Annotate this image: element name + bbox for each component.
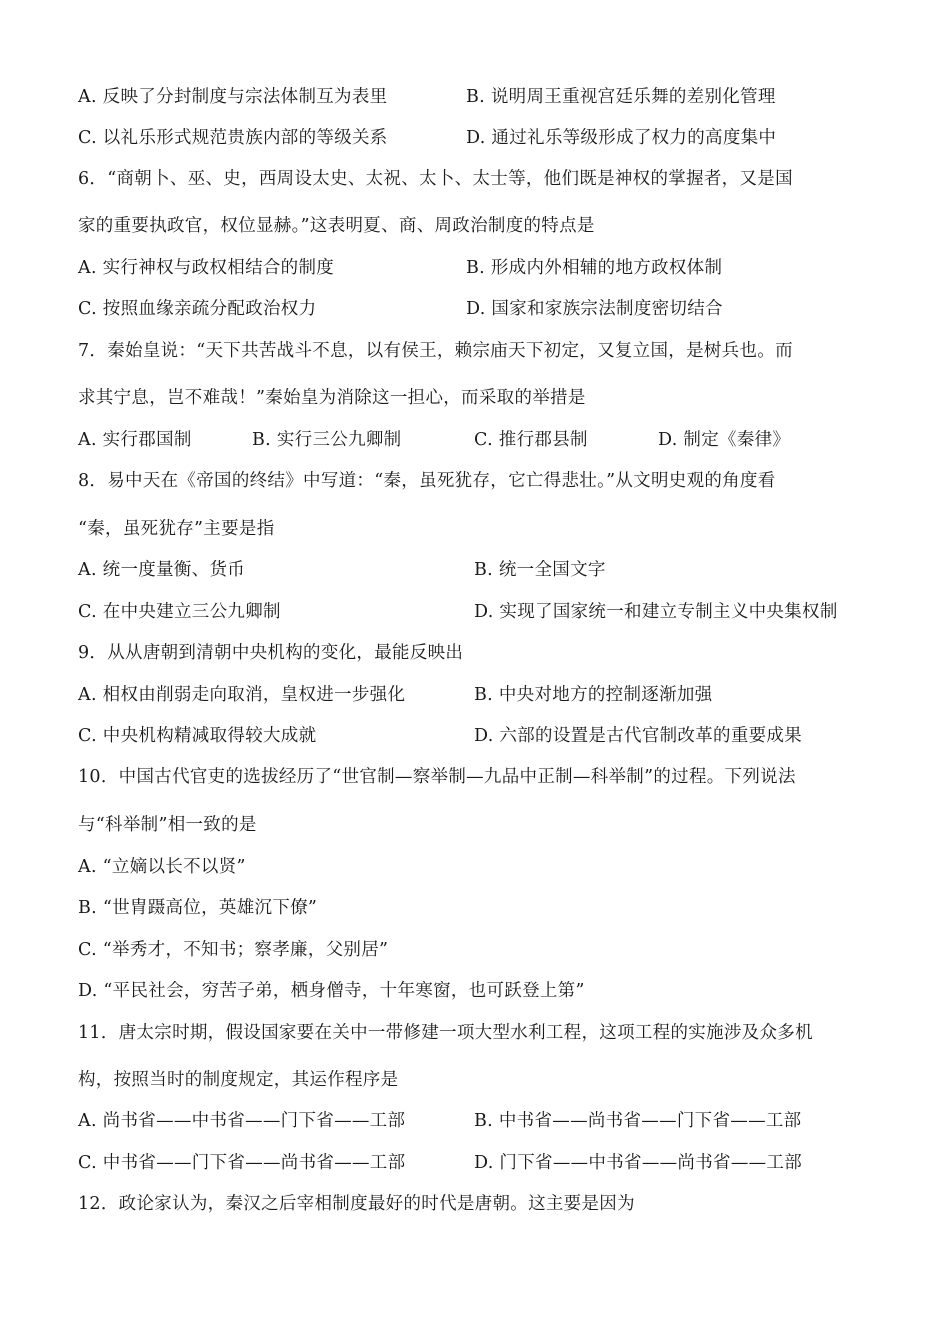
q5-option-d: D. 通过礼乐等级形成了权力的高度集中 — [466, 128, 777, 148]
q7-option-a: A. 实行郡国制 — [78, 430, 192, 450]
q10-option-c: C. “举秀才，不知书；察孝廉，父别居” — [78, 940, 389, 960]
q6-option-a: A. 实行神权与政权相结合的制度 — [78, 258, 335, 278]
q7-stem-line-1: 7．秦始皇说：“天下共苦战斗不息，以有侯王，赖宗庙天下初定，又复立国，是树兵也。而 — [78, 341, 793, 361]
q6-stem-line-1: 6．“商朝卜、巫、史，西周设太史、太祝、太卜、太士等，他们既是神权的掌握者，又是国 — [78, 169, 793, 189]
q11-stem-line-2: 构，按照当时的制度规定，其运作程序是 — [78, 1070, 399, 1090]
q6-option-b: B. 形成内外相辅的地方政权体制 — [466, 258, 723, 278]
q7-option-b: B. 实行三公九卿制 — [252, 430, 402, 450]
q7-option-d: D. 制定《秦律》 — [658, 430, 791, 450]
q5-option-b: B. 说明周王重视宫廷乐舞的差别化管理 — [466, 87, 776, 107]
q11-stem-line-1: 11．唐太宗时期，假设国家要在关中一带修建一项大型水利工程，这项工程的实施涉及众多机 — [78, 1023, 813, 1043]
q7-option-c: C. 推行郡县制 — [474, 430, 588, 450]
q11-option-a: A. 尚书省——中书省——门下省——工部 — [78, 1111, 406, 1131]
q11-option-c: C. 中书省——门下省——尚书省——工部 — [78, 1153, 406, 1173]
q10-option-b: B. “世胄蹑高位，英雄沉下僚” — [78, 898, 318, 918]
q5-option-c: C. 以礼乐形式规范贵族内部的等级关系 — [78, 128, 388, 148]
q12-stem-line-1: 12．政论家认为，秦汉之后宰相制度最好的时代是唐朝。这主要是因为 — [78, 1194, 635, 1214]
q9-option-c: C. 中央机构精减取得较大成就 — [78, 726, 317, 746]
q8-option-b: B. 统一全国文字 — [474, 560, 606, 580]
q6-option-d: D. 国家和家族宗法制度密切结合 — [466, 299, 723, 319]
q9-option-d: D. 六部的设置是古代官制改革的重要成果 — [474, 726, 803, 746]
q11-option-b: B. 中书省——尚书省——门下省——工部 — [474, 1111, 802, 1131]
q8-stem-line-1: 8．易中天在《帝国的终结》中写道：“秦，虽死犹存，它亡得悲壮。”从文明史观的角度看 — [78, 471, 776, 491]
q8-option-a: A. 统一度量衡、货币 — [78, 560, 246, 580]
q5-option-a: A. 反映了分封制度与宗法体制互为表里 — [78, 87, 388, 107]
q7-stem-line-2: 求其宁息，岂不难哉！”秦始皇为消除这一担心，而采取的举措是 — [78, 388, 586, 408]
q6-stem-line-2: 家的重要执政官，权位显赫。”这表明夏、商、周政治制度的特点是 — [78, 216, 595, 236]
q10-stem-line-1: 10．中国古代官吏的选拔经历了“世官制—察举制—九品中正制—科举制”的过程。下列说法 — [78, 767, 796, 787]
q9-option-a: A. 相权由削弱走向取消，皇权进一步强化 — [78, 685, 406, 705]
q8-stem-line-2: “秦，虽死犹存”主要是指 — [78, 519, 275, 539]
q8-option-d: D. 实现了国家统一和建立专制主义中央集权制 — [474, 602, 838, 622]
q10-stem-line-2: 与“科举制”相一致的是 — [78, 815, 257, 835]
q9-stem-line-1: 9．从从唐朝到清朝中央机构的变化，最能反映出 — [78, 643, 464, 663]
q10-option-a: A. “立嫡以长不以贤” — [78, 857, 246, 877]
q8-option-c: C. 在中央建立三公九卿制 — [78, 602, 281, 622]
q9-option-b: B. 中央对地方的控制逐渐加强 — [474, 685, 713, 705]
q11-option-d: D. 门下省——中书省——尚书省——工部 — [474, 1153, 803, 1173]
q6-option-c: C. 按照血缘亲疏分配政治权力 — [78, 299, 317, 319]
q10-option-d: D. “平民社会，穷苦子弟，栖身僧寺，十年寒窗，也可跃登上第” — [78, 981, 585, 1001]
